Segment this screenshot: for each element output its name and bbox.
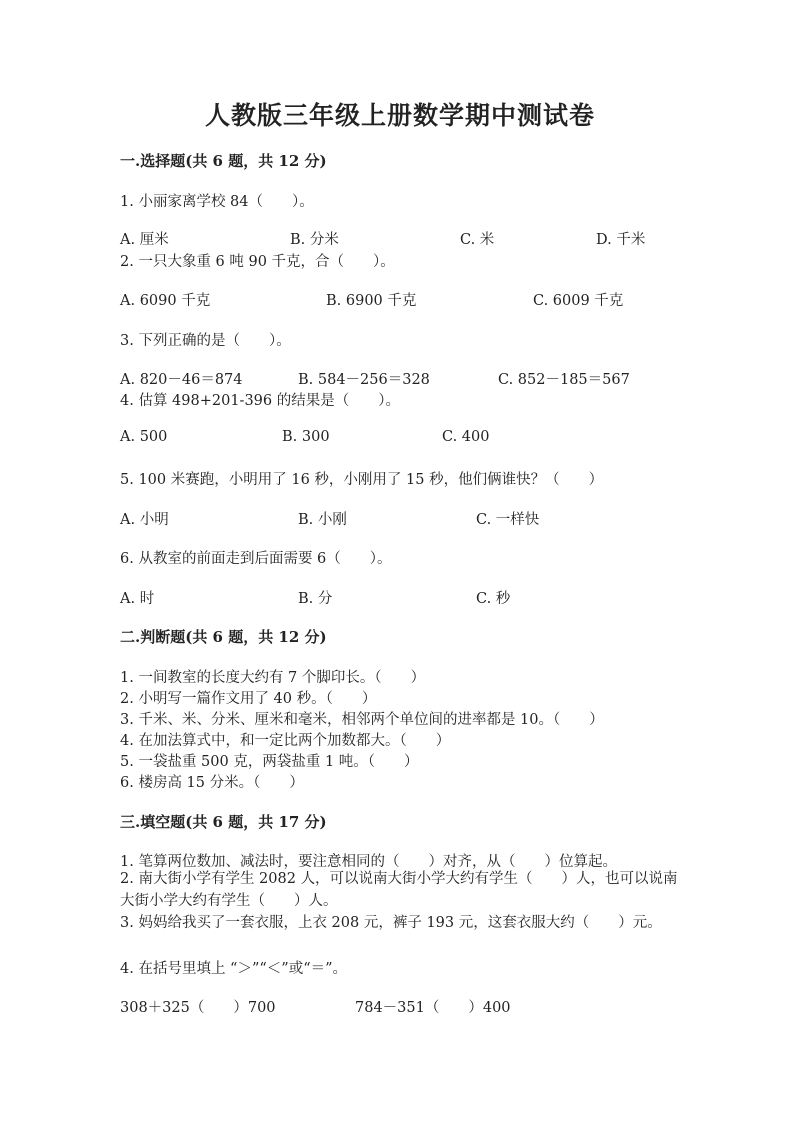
section-heading-judge: 二.判断题(共 6 题，共 12 分)	[120, 628, 327, 646]
question-text: 5. 100 米赛跑，小明用了 16 秒，小刚用了 15 秒，他们俩谁快？（ ）	[120, 472, 604, 488]
list-item: 1. 一间教室的长度大约有 7 个脚印长。（ ）	[120, 670, 426, 686]
question-text: 3. 下列正确的是（ ）。	[120, 333, 291, 349]
list-item: 3. 妈妈给我买了一套衣服，上衣 208 元，裤子 193 元，这套衣服大约（ ）元。	[120, 915, 662, 931]
option: A. 小明	[120, 512, 169, 528]
list-item: 3. 千米、米、分米、厘米和毫米，相邻两个单位间的进率都是 10。（ ）	[120, 712, 604, 728]
section-heading-choice: 一.选择题(共 6 题，共 12 分)	[120, 152, 327, 170]
option: A. 820－46＝874	[120, 372, 243, 388]
option: B. 小刚	[298, 512, 347, 528]
compare-expression: 784－351（ ）400	[355, 1000, 511, 1016]
option: B. 分	[298, 591, 333, 607]
list-item: 2. 南大街小学有学生 2082 人，可以说南大街小学大约有学生（ ）人，也可以说南大街小学大约有学生（ ）人。	[120, 871, 678, 909]
option: A. 厘米	[120, 232, 169, 248]
option: A. 6090 千克	[120, 293, 211, 309]
option: A. 500	[120, 429, 168, 445]
list-item: 6. 楼房高 15 分米。（ ）	[120, 775, 304, 791]
compare-expression: 308＋325（ ）700	[120, 1000, 276, 1016]
list-item: 1. 笔算两位数加、减法时，要注意相同的（ ）对齐，从（ ）位算起。	[120, 854, 617, 870]
question-text: 6. 从教室的前面走到后面需要 6（ ）。	[120, 551, 392, 567]
option: C. 400	[442, 429, 490, 445]
option: C. 米	[460, 232, 495, 248]
list-item: 4. 在括号里填上 “＞”“＜”或“＝”。	[120, 961, 348, 977]
list-item: 4. 在加法算式中，和一定比两个加数都大。（ ）	[120, 733, 451, 749]
question-text: 4. 估算 498+201-396 的结果是（ ）。	[120, 393, 400, 409]
option: B. 分米	[290, 232, 339, 248]
option: C. 852－185＝567	[498, 372, 630, 388]
list-item: 2. 小明写一篇作文用了 40 秒。（ ）	[120, 691, 377, 707]
option: B. 300	[282, 429, 330, 445]
option: B. 584－256＝328	[298, 372, 430, 388]
option: B. 6900 千克	[326, 293, 417, 309]
option: C. 一样快	[476, 512, 540, 528]
option: A. 时	[120, 591, 155, 607]
section-heading-fill: 三.填空题(共 6 题，共 17 分)	[120, 813, 327, 831]
option: D. 千米	[596, 232, 646, 248]
question-text: 2. 一只大象重 6 吨 90 千克，合（ ）。	[120, 254, 395, 270]
list-item: 5. 一袋盐重 500 克，两袋盐重 1 吨。（ ）	[120, 754, 419, 770]
option: C. 秒	[476, 591, 511, 607]
page-title: 人教版三年级上册数学期中测试卷	[204, 101, 595, 130]
option: C. 6009 千克	[533, 293, 624, 309]
question-text: 1. 小丽家离学校 84（ ）。	[120, 194, 314, 210]
